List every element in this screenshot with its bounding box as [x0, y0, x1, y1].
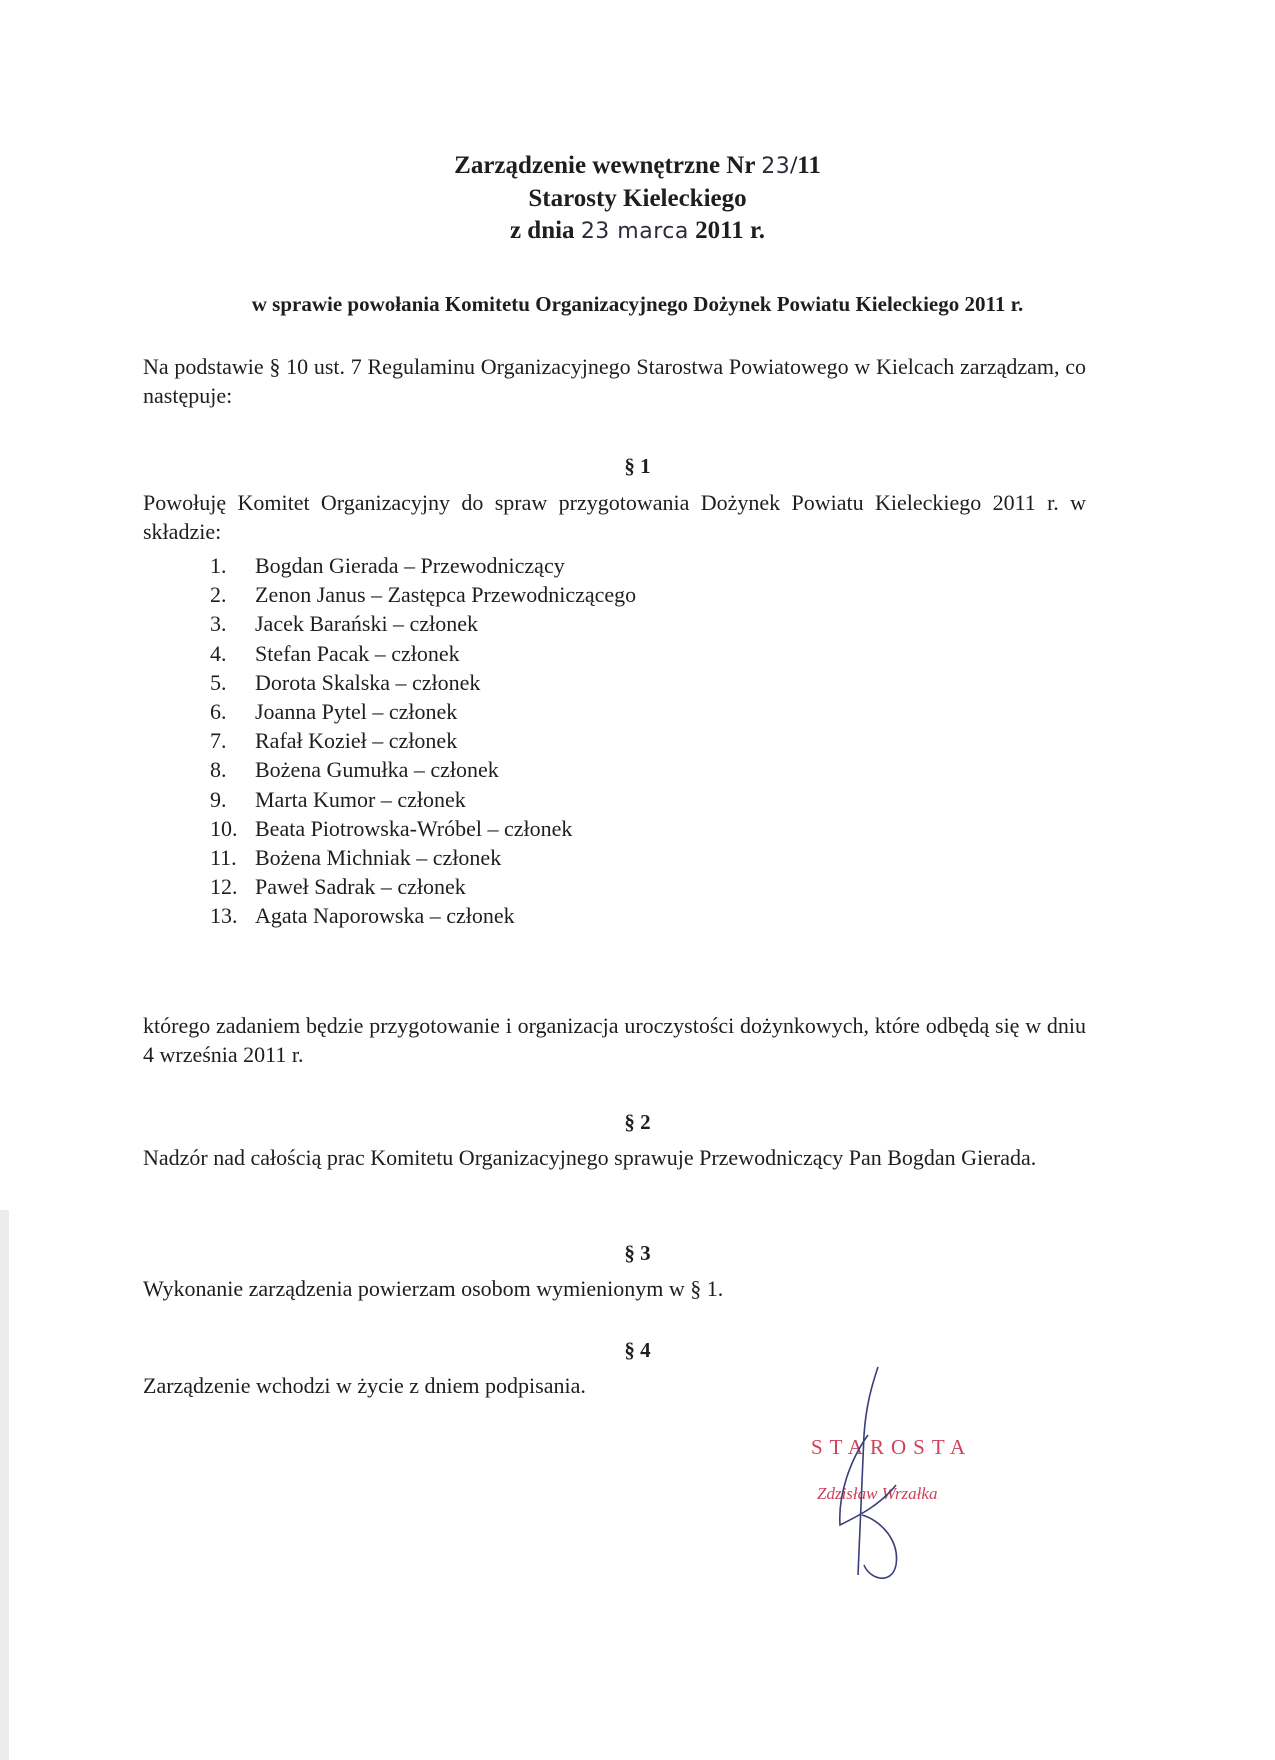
document-subject: w sprawie powołania Komitetu Organizacyjnego Dożynek Powiatu Kieleckiego 2011 r. — [251, 292, 1024, 316]
scan-edge-shadow — [0, 1210, 9, 1760]
member-list-item — [210, 609, 636, 638]
header-title-suffix: /11 — [790, 152, 821, 179]
member-number: 11. — [210, 845, 237, 871]
header-date-prefix: z dnia — [509, 217, 581, 244]
header-title-prefix: Zarządzenie wewnętrzne Nr — [454, 152, 762, 179]
header-date-suffix: 2011 r. — [688, 217, 766, 244]
header-title-line — [0, 150, 1275, 183]
section-1-closing: którego zadaniem będzie przygotowanie i organizacja uroczystości dożynkowych, które odbędą się w dniu 4 września 2011 r. — [143, 1013, 1086, 1067]
handwritten-date: 23 marca — [580, 219, 689, 244]
member-name-role: Beata Piotrowska-Wróbel – członek — [255, 815, 573, 841]
member-list-item — [210, 668, 636, 697]
intro-paragraph: Na podstawie § 10 ust. 7 Regulaminu Organizacyjnego Starostwa Powiatowego w Kielcach zarządzam, co następuje: — [143, 354, 1086, 408]
member-number: 4. — [210, 640, 227, 666]
member-name-role: Marta Kumor – członek — [255, 786, 466, 812]
member-name-role: Rafał Kozieł – członek — [255, 728, 458, 754]
section-2-text: Nadzór nad całością prac Komitetu Organizacyjnego sprawuje Przewodniczący Pan Bogdan Gierada. — [143, 1145, 1037, 1170]
member-name-role: Jacek Barański – członek — [255, 611, 478, 637]
member-list-item — [210, 726, 636, 755]
member-list-item — [210, 639, 636, 668]
member-name-role: Paweł Sadrak – członek — [255, 874, 466, 900]
member-number: 2. — [210, 582, 227, 608]
member-number: 5. — [210, 669, 227, 695]
section-1-heading: § 1 — [624, 454, 651, 478]
section-4-text: Zarządzenie wchodzi w życie z dniem podpisania. — [143, 1373, 586, 1398]
member-list-item — [210, 551, 636, 580]
member-list-item — [210, 755, 636, 784]
member-number: 10. — [210, 815, 238, 841]
member-name-role: Bogdan Gierada – Przewodniczący — [255, 553, 565, 578]
member-name-role: Agata Naporowska – członek — [255, 903, 515, 929]
handwritten-number: 23 — [761, 154, 791, 179]
member-name-role: Dorota Skalska – członek — [255, 669, 481, 695]
section-2-heading: § 2 — [624, 1110, 651, 1134]
member-list-item — [210, 580, 636, 609]
member-list-item — [210, 872, 636, 901]
section-1-text: Powołuję Komitet Organizacyjny do spraw przygotowania Dożynek Powiatu Kieleckiego 2011 r. w składzie: — [143, 490, 1086, 544]
section-4-heading: § 4 — [624, 1338, 651, 1362]
section-3-text: Wykonanie zarządzenia powierzam osobom wymienionym w § 1. — [143, 1276, 724, 1301]
member-number: 9. — [210, 786, 227, 812]
member-number: 6. — [210, 699, 227, 725]
committee-members-list — [210, 551, 636, 931]
member-name-role: Bożena Gumułka – członek — [255, 757, 499, 783]
stamp-name: Zdzisław Wrzałka — [817, 1484, 938, 1503]
document-header — [0, 150, 1275, 248]
header-date-line — [0, 215, 1275, 248]
section-3-heading: § 3 — [624, 1241, 651, 1265]
member-list-item — [210, 843, 636, 872]
member-list-item — [210, 814, 636, 843]
member-number: 12. — [210, 874, 238, 900]
member-name-role: Bożena Michniak – członek — [255, 845, 502, 871]
stamp-title: STAROSTA — [811, 1435, 973, 1459]
member-number: 13. — [210, 903, 238, 929]
member-list-item — [210, 901, 636, 930]
header-issuer: Starosty Kieleckiego — [528, 185, 747, 212]
member-number: 7. — [210, 728, 227, 754]
member-number: 3. — [210, 611, 227, 637]
member-list-item — [210, 785, 636, 814]
member-number: 8. — [210, 757, 227, 783]
member-number: 1. — [210, 553, 227, 578]
member-name-role: Zenon Janus – Zastępca Przewodniczącego — [255, 582, 637, 608]
member-name-role: Stefan Pacak – członek — [255, 640, 460, 666]
member-name-role: Joanna Pytel – członek — [255, 699, 458, 725]
handwritten-signature — [800, 1365, 920, 1585]
member-list-item — [210, 697, 636, 726]
